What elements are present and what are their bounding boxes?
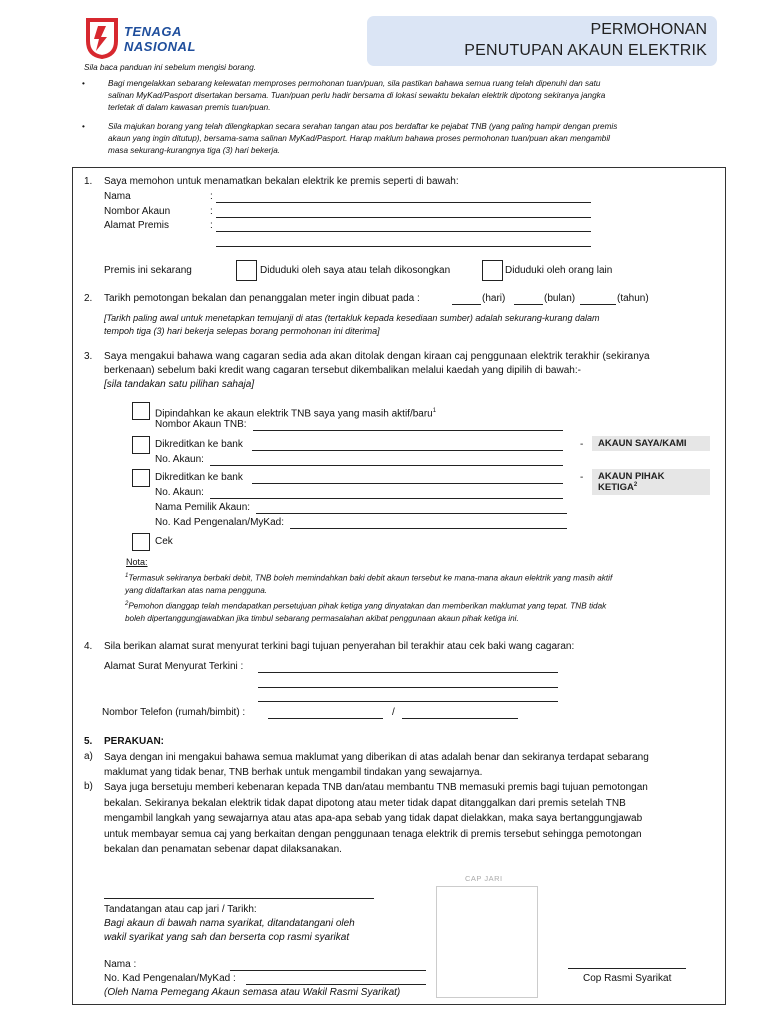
s2-tahun-field[interactable] — [580, 293, 616, 305]
s1-number: 1. — [84, 176, 93, 187]
s1-akaun-field[interactable] — [216, 206, 591, 218]
s2-tahun-label: (tahun) — [617, 293, 649, 304]
s3-checkbox-transfer[interactable] — [132, 402, 150, 420]
s1-opt2-label: Diduduki oleh orang lain — [505, 265, 613, 276]
sign-nama-field[interactable] — [230, 959, 426, 971]
s4-alamat-label: Alamat Surat Menyurat Terkini : — [104, 661, 244, 672]
s3-number: 3. — [84, 351, 93, 362]
s3-ic-label: No. Kad Pengenalan/MyKad: — [155, 517, 284, 528]
s3-note-2: $^2$Pemohon dianggap telah mendapatkan persetujuan pihak ketiga yang dinyatakan dan memberikan maklumat yang tepat. TNB tidak boleh dipertanggungjawabkan jika timbul sebarang permasalahan akibat penggunaan akaun pihak ketiga ini. — [125, 601, 607, 623]
s3-opt1: Dipindahkan ke akaun elektrik TNB saya yang masih aktif/baru$^1$ — [155, 408, 437, 420]
s3-dash-1: - — [580, 439, 584, 450]
s3-opt1-field-label: Nombor Akaun TNB: — [155, 419, 247, 430]
s3-nota-label: Nota: — [126, 557, 148, 567]
s1-text: Saya memohon untuk menamatkan bekalan elektrik ke premis seperti di bawah: — [104, 176, 459, 187]
s5-title: PERAKUAN: — [104, 736, 164, 747]
intro-bullet-1: Bagi mengelakkan sebarang kelewatan memproses permohonan tuan/puan, sila pastikan bahawa semua ruang telah dipenuhi dan satu salinan MyKad/Pasport disertakan bersama. Tuan/puan perlu hadir bersama di lokasi sewaktu bekalan elektrik dipotong sekiranya jangka terletak di dalam kawasan premis tuan/puan. — [108, 79, 606, 112]
logo-text-line2: NASIONAL — [124, 39, 196, 54]
tnb-logo — [82, 17, 212, 59]
sign-by-note: (Oleh Nama Pemegang Akaun semasa atau Wakil Rasmi Syarikat) — [104, 987, 401, 998]
sign-nama-label: Nama : — [104, 959, 137, 970]
cap-jari-box[interactable] — [436, 886, 538, 998]
s3-opt2: Dikreditkan ke bank — [155, 439, 243, 450]
s2-text: Tarikh pemotongan bekalan dan penanggalan meter ingin dibuat pada : — [104, 293, 420, 304]
s3-text: Saya mengakui bahawa wang cagaran sedia ada akan ditolak dengan kiraan caj penggunaan elektrik terakhir (sekiranya berkenaan) sebelum baki kredit wang cagaran tersebut dikembalikan melalui kaedah yang dipilih di bawah:- [sila tandakan satu pilihan sahaja] — [104, 351, 650, 390]
s3-bank-third-field[interactable] — [252, 472, 563, 484]
s3-dash-2: - — [580, 472, 584, 483]
s1-akaun-label: Nombor Akaun — [104, 206, 171, 217]
s4-text: Sila berikan alamat surat menyurat terkini bagi tujuan penyerahan bil terakhir atau cek baki wang cagaran: — [104, 641, 575, 652]
s1-akaun-colon: : — [210, 206, 213, 217]
s1-alamat-colon: : — [210, 220, 213, 231]
s2-bulan-field[interactable] — [514, 293, 543, 305]
s3-opt2-field-label: No. Akaun: — [155, 454, 204, 465]
bullet-1: • — [82, 79, 85, 88]
s3-bank-third-account-field[interactable] — [210, 487, 563, 499]
s2-number: 2. — [84, 293, 93, 304]
cap-jari-label: CAP JARI — [465, 874, 503, 883]
s5-b-label: b) — [84, 781, 93, 792]
signature-label: Tandatangan atau cap jari / Tarikh: — [104, 904, 257, 915]
s4-telefon-label: Nombor Telefon (rumah/bimbit) : — [102, 707, 246, 718]
s1-nama-colon: : — [210, 191, 213, 202]
s3-bank-own-field[interactable] — [252, 439, 563, 451]
s1-nama-label: Nama — [104, 191, 131, 202]
s1-alamat-field-2[interactable] — [216, 235, 591, 247]
s1-nama-field[interactable] — [216, 191, 591, 203]
s3-tag-third-party: AKAUN PIHAK KETIGA$^2$ — [592, 469, 710, 495]
s2-note: [Tarikh paling awal untuk menetapkan temujanji di atas (tertakluk kepada kesediaan sumber) adalah sekurang-kurang dalam tempoh tiga (3) hari bekerja selepas borang permohonan ini diterima] — [104, 313, 600, 336]
s5-b-text: Saya juga bersetuju memberi kebenaran kepada TNB dan/atau membantu TNB memasuki premis bagi tujuan pemotongan bekalan. Sekiranya bekalan elektrik tidak dapat dipotong atau meter tidak dapat ditanggalkan dari premis setelah TNB mengambil langkah yang sewajarnya atau atas apa-apa sebab yang tidak dapat dielakkan, maka saya bertanggungjawab untuk membayar semua caj yang berkaitan dengan penggunaan tenaga elektrik di premis tersebut sehingga pemotongan bekalan dan penamatan sebenar dapat dilaksanakan. — [104, 782, 648, 855]
s4-telefon-home-field[interactable] — [268, 707, 383, 719]
s2-bulan-label: (bulan) — [544, 293, 576, 304]
s4-telefon-mobile-field[interactable] — [402, 707, 518, 719]
s4-number: 4. — [84, 641, 93, 652]
s1-checkbox-2[interactable] — [482, 260, 503, 281]
s4-alamat-field-2[interactable] — [258, 676, 558, 688]
signature-company-note: Bagi akaun di bawah nama syarikat, ditandatangani oleh wakil syarikat yang sah dan berserta cop rasmi syarikat — [104, 918, 355, 943]
bullet-2: • — [82, 122, 85, 131]
s2-hari-field[interactable] — [452, 293, 481, 305]
title-line2: PENUTUPAN AKAUN ELEKTRIK — [464, 42, 707, 59]
s5-a-label: a) — [84, 751, 93, 762]
s4-alamat-field-1[interactable] — [258, 661, 558, 673]
sign-ic-field[interactable] — [246, 973, 426, 985]
s1-alamat-field-1[interactable] — [216, 220, 591, 232]
signature-line[interactable] — [104, 887, 374, 899]
s3-checkbox-bank-third[interactable] — [132, 469, 150, 487]
cop-rasmi-label: Cop Rasmi Syarikat — [583, 973, 672, 984]
cop-rasmi-line[interactable] — [568, 957, 686, 969]
s3-note-1: $^1$Termasuk sekiranya berbaki debit, TNB boleh memindahkan baki debit akaun tersebut ke mana-mana akaun elektrik yang masih aktif yang didaftarkan atas nama pengguna. — [125, 573, 613, 595]
s5-a-text: Saya dengan ini mengakui bahawa semua maklumat yang diberikan di atas adalah benar dan sekiranya terdapat sebarang maklumat yang tidak benar, TNB berhak untuk mengambil tindakan yang sewajarnya. — [104, 752, 649, 778]
s1-opt1-label: Diduduki oleh saya atau telah dikosongkan — [260, 265, 451, 276]
intro-note: Sila baca panduan ini sebelum mengisi borang. — [84, 63, 257, 72]
s4-alamat-field-3[interactable] — [258, 690, 558, 702]
s3-owner-field[interactable] — [256, 502, 567, 514]
sign-ic-label: No. Kad Pengenalan/MyKad : — [104, 973, 236, 984]
title-banner — [367, 16, 717, 66]
logo-text-line1: TENAGA — [124, 24, 182, 39]
intro-bullet-2: Sila majukan borang yang telah dilengkapkan secara serahan tangan atau pos berdaftar ke pejabat TNB (yang paling hampir dengan premis akaun yang ingin ditutup), bersama-sama salinan MyKad/Pasport. Harap maklum bahawa proses permohonan tuan/puan akan mengambil masa sekurang-kurangnya tiga (3) hari bekerja. — [108, 122, 618, 155]
s3-opt3-field-label: No. Akaun: — [155, 487, 204, 498]
s3-bank-own-account-field[interactable] — [210, 454, 563, 466]
s3-tag-own-account: AKAUN SAYA/KAMI — [592, 436, 710, 451]
s4-slash: / — [392, 707, 395, 718]
s3-checkbox-bank-own[interactable] — [132, 436, 150, 454]
s3-opt3: Dikreditkan ke bank — [155, 472, 243, 483]
tnb-logo-icon — [82, 17, 122, 59]
s3-opt4: Cek — [155, 536, 173, 547]
title-line1: PERMOHONAN — [590, 21, 707, 38]
s1-checkbox-1[interactable] — [236, 260, 257, 281]
s2-hari-label: (hari) — [482, 293, 506, 304]
s3-owner-label: Nama Pemilik Akaun: — [155, 502, 251, 513]
s1-premis-label: Premis ini sekarang — [104, 265, 192, 276]
s5-number: 5. — [84, 736, 93, 747]
s3-tnb-account-field[interactable] — [253, 419, 563, 431]
s3-checkbox-cek[interactable] — [132, 533, 150, 551]
s1-alamat-label: Alamat Premis — [104, 220, 170, 231]
s3-ic-field[interactable] — [290, 517, 567, 529]
